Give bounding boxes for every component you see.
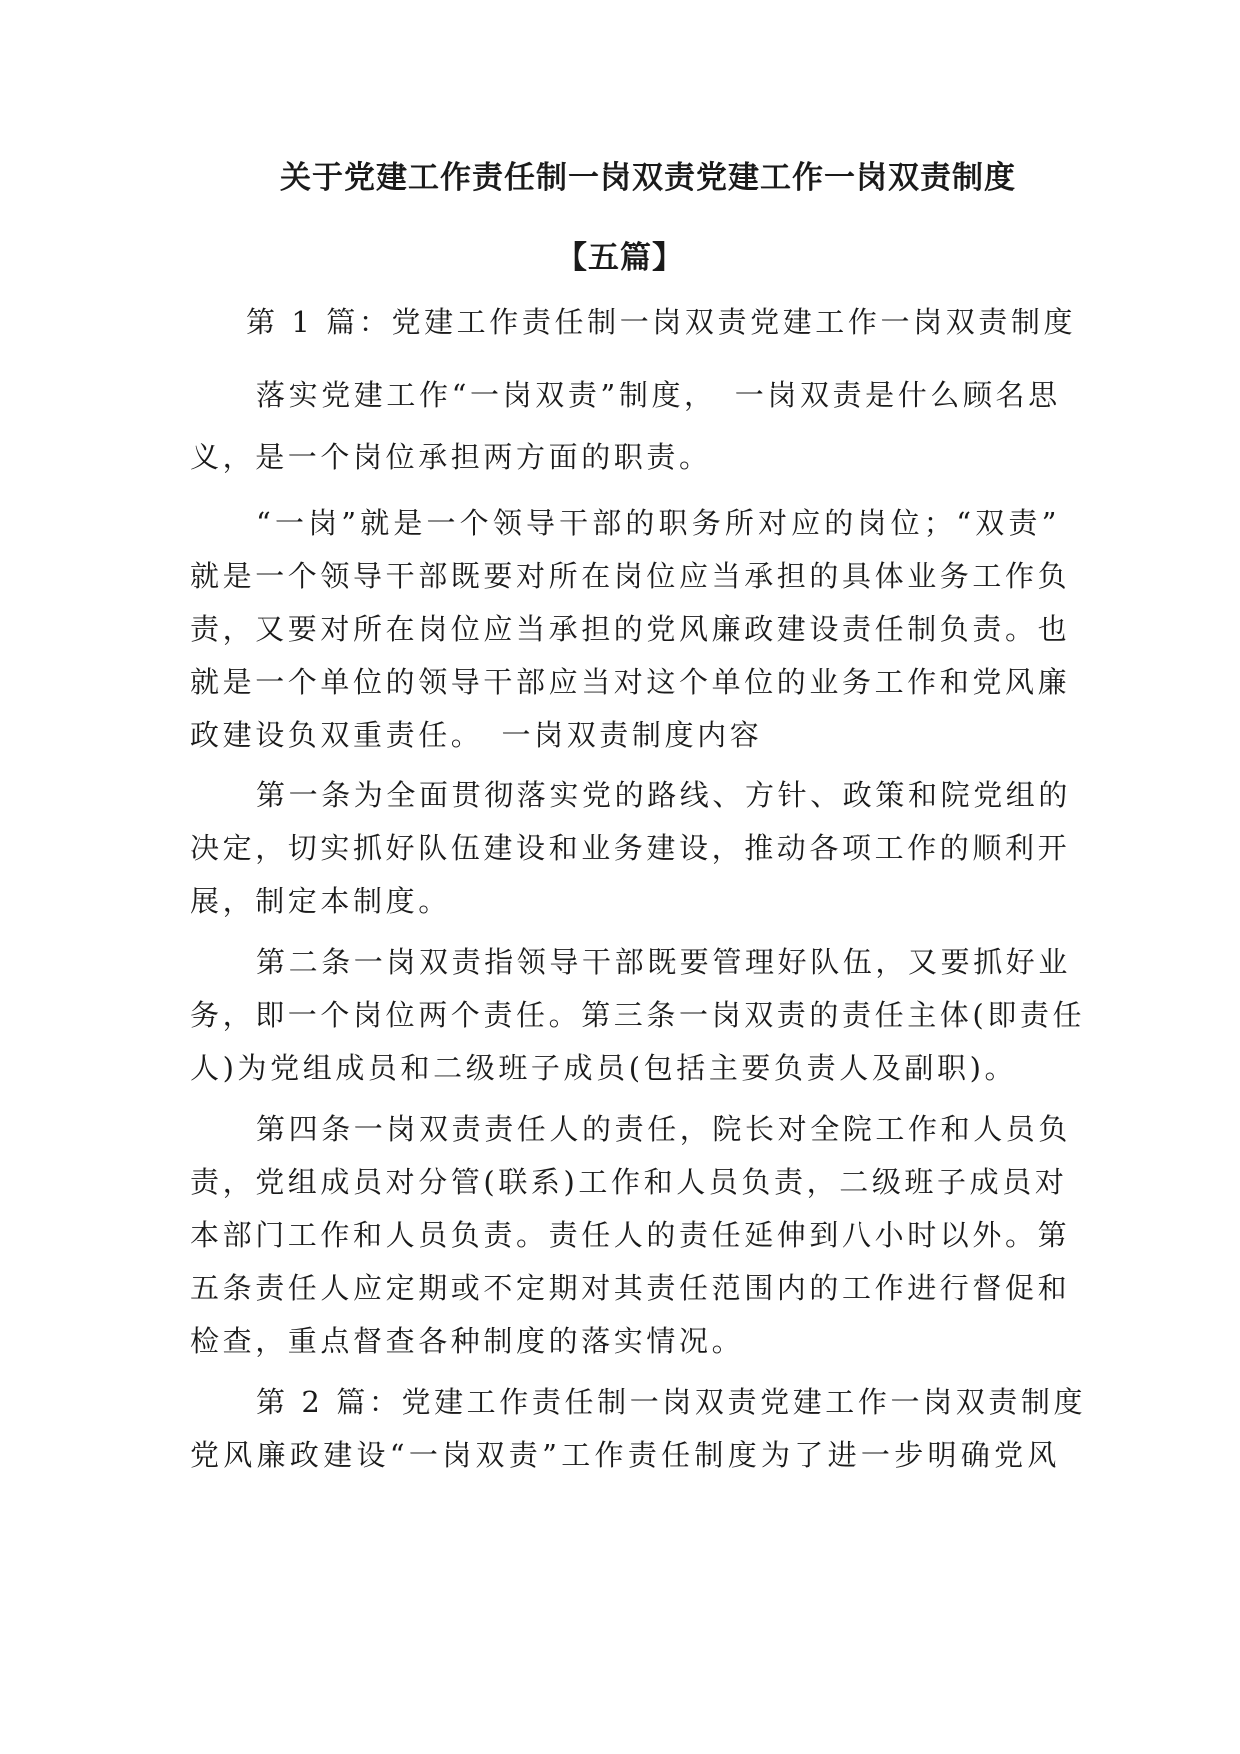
paragraph-line: 就是一个领导干部既要对所在岗位应当承担的具体业务工作负: [190, 559, 1071, 593]
section-heading-2: 第 2 篇：党建工作责任制一岗双责党建工作一岗双责制度: [256, 1385, 1087, 1419]
paragraph-line: 第二条一岗双责指领导干部既要管理好队伍，又要抓好业: [256, 945, 1072, 979]
paragraph-line: 就是一个单位的领导干部应当对这个单位的业务工作和党风廉: [190, 665, 1071, 699]
paragraph-line: 决定，切实抓好队伍建设和业务建设，推动各项工作的顺利开: [190, 831, 1071, 865]
paragraph-line: 责，又要对所在岗位应当承担的党风廉政建设责任制负责。也: [190, 612, 1071, 646]
document-title: 关于党建工作责任制一岗双责党建工作一岗双责制度: [280, 160, 1016, 196]
paragraph-line: “一岗”就是一个领导干部的职务所对应的岗位；“双责”: [256, 506, 1060, 540]
paragraph-line: 第一条为全面贯彻落实党的路线、方针、政策和院党组的: [256, 778, 1072, 812]
paragraph-line: 务，即一个岗位两个责任。第三条一岗双责的责任主体(即责任: [190, 998, 1086, 1032]
paragraph-line: 人)为党组成员和二级班子成员(包括主要负责人及副职)。: [190, 1051, 1018, 1085]
paragraph-line: 党风廉政建设“一岗双责”工作责任制度为了进一步明确党风: [190, 1438, 1060, 1472]
section-heading-1: 第 1 篇：党建工作责任制一岗双责党建工作一岗双责制度: [246, 305, 1077, 339]
paragraph-line: 检查，重点督查各种制度的落实情况。: [190, 1324, 745, 1358]
paragraph-line: 本部门工作和人员负责。责任人的责任延伸到八小时以外。第: [190, 1218, 1071, 1252]
paragraph-line: 五条责任人应定期或不定期对其责任范围内的工作进行督促和: [190, 1271, 1071, 1305]
paragraph-line: 第四条一岗双责责任人的责任，院长对全院工作和人员负: [256, 1112, 1072, 1146]
paragraph-line: 展，制定本制度。: [190, 884, 451, 918]
paragraph-line: 落实党建工作“一岗双责”制度， 一岗双责是什么顾名思: [256, 378, 1061, 412]
document-subtitle: 【五篇】: [556, 240, 684, 276]
paragraph-line: 义，是一个岗位承担两方面的职责。: [190, 440, 712, 474]
paragraph-line: 责，党组成员对分管(联系)工作和人员负责，二级班子成员对: [190, 1165, 1068, 1199]
paragraph-line: 政建设负双重责任。 一岗双责制度内容: [190, 718, 763, 752]
